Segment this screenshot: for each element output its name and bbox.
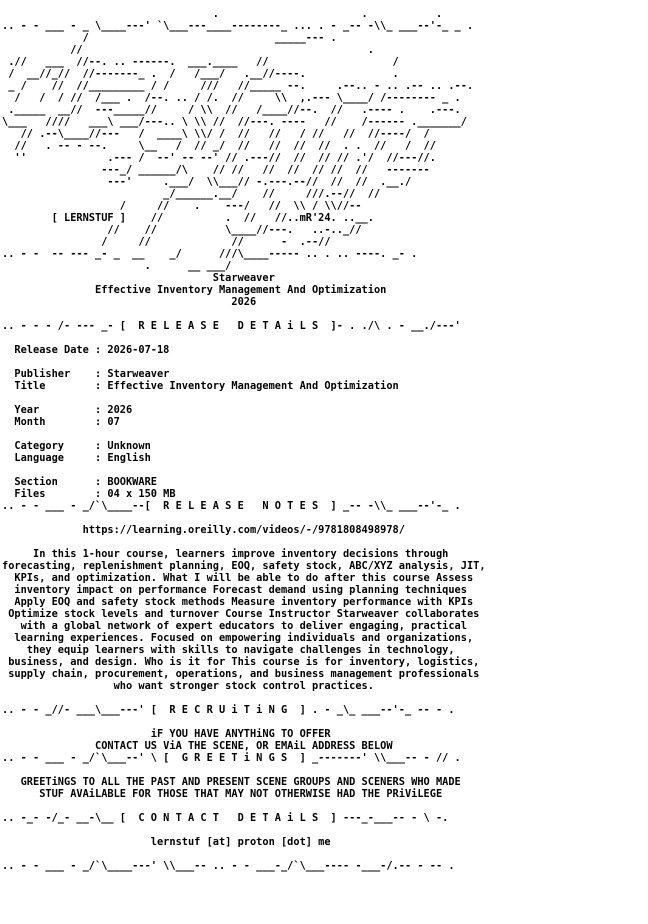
header-year: 2026 <box>2 296 257 308</box>
blank-line <box>2 824 646 836</box>
logo-line: ---_/ ______/\ // // // // // // // ------- <box>2 164 430 176</box>
release-notes-line: Apply EOQ and safety stock methods Measure inventory performance with KPIs <box>2 596 474 608</box>
logo-line: \___ //// ___\ ___/---.. \ \\ // //---. ---- // /------ ._______/ <box>2 116 467 128</box>
logo-line: // // \____//---. ..-.._// <box>2 224 362 236</box>
detail-release-date: Release Date : 2026-07-18 <box>2 344 170 356</box>
separator-contact-details: .. -_- -/_- __-\__ [ C O N T A C T D E T A i L S ] ---_-___-- - \ -. <box>2 812 449 824</box>
separator-recruiting: .. - - _//- ___\___---' [ R E C R U i T i N G ] . - _\_ ___--'-_ -- - . <box>2 704 455 716</box>
logo-line: .. - - ___ - _ \____---' `\___---____--------_ ... . - _-- -\\_ ___--'-_ _ . <box>2 20 474 32</box>
separator-release-details: .. - - - /- --- _- [ R E L E A S E D E T A i L S ]- . ./\ . - __./---' <box>2 320 461 332</box>
blank-line <box>2 356 646 368</box>
blank-line <box>2 332 646 344</box>
contact-email: lernstuf [at] proton [dot] me <box>2 836 331 848</box>
logo-line: // .--\____//--- / ____\ \\/ / // // / // // //----/ / <box>2 128 430 140</box>
release-url: https://learning.oreilly.com/videos/-/9781808498978/ <box>2 524 405 536</box>
header-publisher: Starweaver <box>2 272 275 284</box>
logo-line: [ LERNSTUF ] // . // //..mR'24. ..__. <box>2 212 374 224</box>
logo-line: / _____--- . <box>2 32 337 44</box>
logo-line: // . <box>2 44 374 56</box>
release-notes-line: inventory impact on performance Forecast demand using planning techniques <box>2 584 467 596</box>
release-notes-line: with a global network of expert educators to deliver engaging, practical <box>2 620 467 632</box>
header-title: Effective Inventory Management And Optimization <box>2 284 387 296</box>
detail-publisher: Publisher : Starweaver <box>2 368 170 380</box>
logo-line: ._____ __// ---_____// / \\ // /____//--. // .---- . .---. <box>2 104 461 116</box>
nfo-document <box>2 8 646 872</box>
release-notes-line: they equip learners with skills to navigate challenges in technology, <box>2 644 455 656</box>
recruiting-line: CONTACT US ViA THE SCENE, OR EMAiL ADDRESS BELOW <box>2 740 393 752</box>
logo-line: _/______.__/ // ///.--// // <box>2 188 381 200</box>
blank-line <box>2 800 646 812</box>
release-notes-line: supply chain, procurement, operations, and business management professionals <box>2 668 480 680</box>
release-notes-line: Optimize stock levels and turnover Course Instructor Starweaver collaborates <box>2 608 480 620</box>
release-notes-line: forecasting, replenishment planning, EOQ, safety stock, ABC/XYZ analysis, JIT, <box>2 560 486 572</box>
detail-month: Month : 07 <box>2 416 120 428</box>
blank-line <box>2 392 646 404</box>
blank-line <box>2 464 646 476</box>
logo-line: / // // - .--// <box>2 236 331 248</box>
logo-line: ---' .___/ \\___// -.---.--// // // .__./ <box>2 176 412 188</box>
blank-line <box>2 692 646 704</box>
release-notes-line: KPIs, and optimization. What I will be able to do after this course Assess <box>2 572 474 584</box>
logo-line: .. - - -- --- _- _ __ _/ ///\____----- .. . .. ----. _- . <box>2 248 418 260</box>
detail-year: Year : 2026 <box>2 404 133 416</box>
logo-line: . . . <box>2 8 443 20</box>
separator-footer: .. - - ___ - _/`\____---' \\___-- .. - - ___-_/`\___---- -___-/.-- - -- . <box>2 860 455 872</box>
release-notes-line: In this 1-hour course, learners improve inventory decisions through <box>2 548 449 560</box>
logo-line: / / / // /___ . /--. .. / /. // \\ ,.--- \____/ /-------- _ . <box>2 92 461 104</box>
greetings-line: STUF AVAiLABLE FOR THOSE THAT MAY NOT OTHERWISE HAD THE PRiViLEGE <box>2 788 443 800</box>
logo-line: .// ___ //--. .. ------. ___.____ // / <box>2 56 399 68</box>
logo-line: . __ ___/ <box>2 260 232 272</box>
separator-greetings: .. - - ___ - _/`\___--' \ [ G R E E T i N G S ] _-------' \\___-- - // . <box>2 752 461 764</box>
blank-line <box>2 536 646 548</box>
logo-line: _ / // //_________ / / /// //_____ --. .--.. - .. .-- .. .--. <box>2 80 474 92</box>
detail-files: Files : 04 x 150 MB <box>2 488 176 500</box>
logo-line: / // . ---/ // \\ / \\//-- <box>2 200 362 212</box>
release-notes-line: who want stronger stock control practices. <box>2 680 374 692</box>
blank-line <box>2 512 646 524</box>
detail-section: Section : BOOKWARE <box>2 476 157 488</box>
separator-release-notes: .. - - ___ - _/`\____--[ R E L E A S E N O T E S ] _-- -\\_ ___--'-_ . <box>2 500 461 512</box>
detail-title: Title : Effective Inventory Management And Optimization <box>2 380 399 392</box>
release-notes-line: learning experiences. Focused on empowering individuals and organizations, <box>2 632 474 644</box>
logo-line: // . -- - --. \__ / // _/ // // // // . . // / // <box>2 140 436 152</box>
blank-line <box>2 308 646 320</box>
recruiting-line: iF YOU HAVE ANYTHiNG TO OFFER <box>2 728 331 740</box>
blank-line <box>2 764 646 776</box>
greetings-line: GREETiNGS TO ALL THE PAST AND PRESENT SCENE GROUPS AND SCENERS WHO MADE <box>2 776 461 788</box>
blank-line <box>2 428 646 440</box>
detail-language: Language : English <box>2 452 151 464</box>
logo-line: / __//_// //-------_ . / /___/ .__//----. . <box>2 68 399 80</box>
logo-line: '' .--- / --' -- --' // .---// // // // .'/ //---//. <box>2 152 436 164</box>
blank-line <box>2 716 646 728</box>
detail-category: Category : Unknown <box>2 440 151 452</box>
blank-line <box>2 848 646 860</box>
release-notes-line: business, and design. Who is it for This course is for inventory, logistics, <box>2 656 480 668</box>
